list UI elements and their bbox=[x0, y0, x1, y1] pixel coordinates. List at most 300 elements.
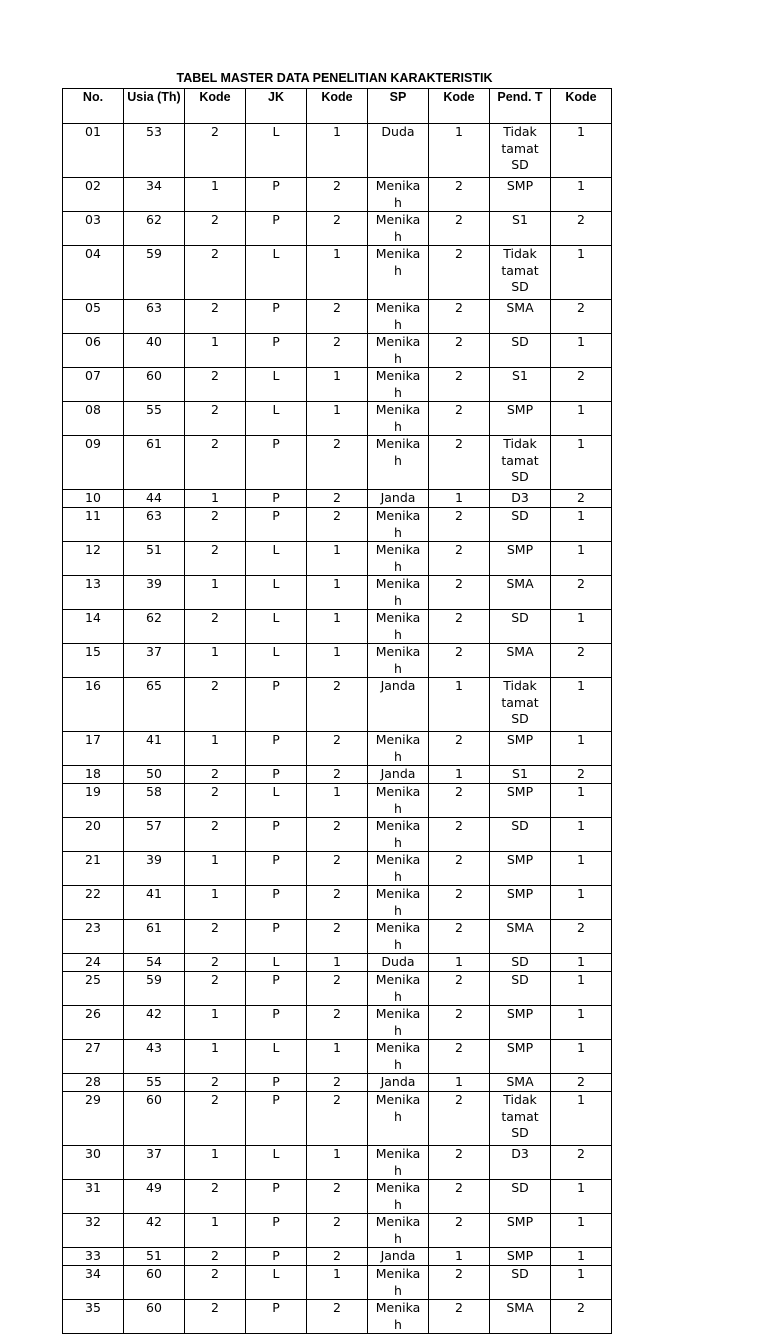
cell-usia: 37 bbox=[124, 644, 185, 678]
status-pernikahan-text: Menikah bbox=[375, 246, 421, 278]
cell-kode-sp: 2 bbox=[429, 1092, 490, 1146]
cell-kode-sp: 2 bbox=[429, 436, 490, 490]
cell-jk: P bbox=[246, 1214, 307, 1248]
cell-kode-usia: 2 bbox=[185, 1248, 246, 1266]
cell-sp bbox=[368, 508, 429, 542]
cell-kode-jk: 2 bbox=[307, 766, 368, 784]
cell-kode-sp: 2 bbox=[429, 1214, 490, 1248]
cell-pendidikan bbox=[490, 1040, 551, 1074]
cell-kode-pendidikan: 1 bbox=[551, 1040, 612, 1074]
cell-kode-usia: 2 bbox=[185, 436, 246, 490]
status-pernikahan-text: Menikah bbox=[375, 436, 421, 468]
cell-sp bbox=[368, 1180, 429, 1214]
cell-no: 15 bbox=[63, 644, 124, 678]
table-row bbox=[63, 436, 612, 490]
table-row bbox=[63, 766, 612, 784]
cell-kode-jk: 1 bbox=[307, 368, 368, 402]
cell-sp bbox=[368, 852, 429, 886]
table-row bbox=[63, 178, 612, 212]
cell-sp bbox=[368, 1092, 429, 1146]
cell-kode-pendidikan: 1 bbox=[551, 610, 612, 644]
cell-no: 19 bbox=[63, 784, 124, 818]
table-row bbox=[63, 1040, 612, 1074]
cell-no: 17 bbox=[63, 732, 124, 766]
cell-jk: P bbox=[246, 818, 307, 852]
table-row bbox=[63, 1006, 612, 1040]
cell-usia: 55 bbox=[124, 1074, 185, 1092]
pendidikan-text: SD bbox=[511, 972, 529, 987]
cell-usia: 61 bbox=[124, 436, 185, 490]
cell-no: 11 bbox=[63, 508, 124, 542]
cell-kode-pendidikan: 1 bbox=[551, 818, 612, 852]
status-pernikahan-text: Menikah bbox=[375, 178, 421, 210]
pendidikan-text: SD bbox=[511, 1180, 529, 1195]
cell-kode-sp: 1 bbox=[429, 678, 490, 732]
cell-pendidikan bbox=[490, 490, 551, 508]
table-row bbox=[63, 972, 612, 1006]
status-pernikahan-text: Menikah bbox=[375, 1040, 421, 1072]
pendidikan-text: SD bbox=[511, 508, 529, 523]
cell-kode-usia: 2 bbox=[185, 766, 246, 784]
cell-sp bbox=[368, 610, 429, 644]
table-row bbox=[63, 300, 612, 334]
cell-usia: 51 bbox=[124, 542, 185, 576]
pendidikan-text: SMP bbox=[506, 1214, 534, 1229]
cell-pendidikan bbox=[490, 732, 551, 766]
cell-jk: L bbox=[246, 644, 307, 678]
pendidikan-text: SD bbox=[511, 610, 529, 625]
cell-usia: 59 bbox=[124, 246, 185, 300]
status-pernikahan-text: Menikah bbox=[375, 886, 421, 918]
cell-jk: L bbox=[246, 368, 307, 402]
status-pernikahan-text: Menikah bbox=[375, 1146, 421, 1178]
cell-sp bbox=[368, 1300, 429, 1334]
header-kode-usia: Kode bbox=[185, 89, 246, 124]
cell-usia: 60 bbox=[124, 1300, 185, 1334]
status-pernikahan-text: Menikah bbox=[375, 610, 421, 642]
cell-sp bbox=[368, 886, 429, 920]
status-pernikahan-text: Menikah bbox=[375, 784, 421, 816]
cell-kode-pendidikan: 1 bbox=[551, 334, 612, 368]
cell-kode-usia: 2 bbox=[185, 1300, 246, 1334]
cell-kode-jk: 2 bbox=[307, 818, 368, 852]
status-pernikahan-text: Menikah bbox=[375, 1300, 421, 1332]
cell-kode-jk: 2 bbox=[307, 212, 368, 246]
pendidikan-text: S1 bbox=[512, 368, 528, 383]
cell-sp bbox=[368, 542, 429, 576]
cell-kode-sp: 2 bbox=[429, 818, 490, 852]
cell-kode-pendidikan: 2 bbox=[551, 490, 612, 508]
karakteristik-table bbox=[62, 88, 612, 1334]
cell-kode-jk: 1 bbox=[307, 1146, 368, 1180]
pendidikan-text: Tidak tamat SD bbox=[501, 678, 539, 726]
cell-kode-sp: 2 bbox=[429, 542, 490, 576]
table-row bbox=[63, 334, 612, 368]
cell-pendidikan bbox=[490, 972, 551, 1006]
cell-kode-usia: 2 bbox=[185, 368, 246, 402]
cell-no: 01 bbox=[63, 124, 124, 178]
cell-kode-sp: 2 bbox=[429, 886, 490, 920]
cell-kode-usia: 1 bbox=[185, 886, 246, 920]
cell-jk: L bbox=[246, 1146, 307, 1180]
cell-usia: 60 bbox=[124, 1266, 185, 1300]
cell-jk: P bbox=[246, 1074, 307, 1092]
cell-sp bbox=[368, 1214, 429, 1248]
cell-pendidikan bbox=[490, 1146, 551, 1180]
header-usia: Usia (Th) bbox=[124, 89, 185, 124]
cell-jk: L bbox=[246, 1266, 307, 1300]
cell-pendidikan bbox=[490, 300, 551, 334]
status-pernikahan-text: Menikah bbox=[375, 920, 421, 952]
cell-usia: 40 bbox=[124, 334, 185, 368]
table-row bbox=[63, 1092, 612, 1146]
status-pernikahan-text: Menikah bbox=[375, 818, 421, 850]
cell-usia: 61 bbox=[124, 920, 185, 954]
cell-kode-pendidikan: 2 bbox=[551, 300, 612, 334]
cell-kode-sp: 2 bbox=[429, 300, 490, 334]
cell-kode-sp: 2 bbox=[429, 972, 490, 1006]
cell-pendidikan bbox=[490, 954, 551, 972]
cell-pendidikan bbox=[490, 818, 551, 852]
cell-usia: 55 bbox=[124, 402, 185, 436]
cell-pendidikan bbox=[490, 766, 551, 784]
cell-kode-usia: 2 bbox=[185, 818, 246, 852]
table-row bbox=[63, 954, 612, 972]
pendidikan-text: SMP bbox=[506, 402, 534, 417]
pendidikan-text: SD bbox=[511, 334, 529, 349]
cell-no: 27 bbox=[63, 1040, 124, 1074]
cell-kode-jk: 2 bbox=[307, 1214, 368, 1248]
cell-kode-usia: 1 bbox=[185, 334, 246, 368]
cell-no: 22 bbox=[63, 886, 124, 920]
cell-no: 26 bbox=[63, 1006, 124, 1040]
table-row bbox=[63, 576, 612, 610]
cell-no: 05 bbox=[63, 300, 124, 334]
pendidikan-text: SMA bbox=[506, 576, 534, 591]
cell-jk: P bbox=[246, 852, 307, 886]
status-pernikahan-text: Menikah bbox=[375, 1092, 421, 1124]
pendidikan-text: SMP bbox=[506, 852, 534, 867]
cell-sp bbox=[368, 490, 429, 508]
pendidikan-text: SD bbox=[511, 818, 529, 833]
cell-usia: 34 bbox=[124, 178, 185, 212]
pendidikan-text: SMA bbox=[506, 644, 534, 659]
status-pernikahan-text: Menikah bbox=[375, 1266, 421, 1298]
cell-kode-pendidikan: 1 bbox=[551, 678, 612, 732]
pendidikan-text: SMP bbox=[506, 1040, 534, 1055]
cell-pendidikan bbox=[490, 784, 551, 818]
cell-kode-sp: 2 bbox=[429, 246, 490, 300]
cell-usia: 51 bbox=[124, 1248, 185, 1266]
cell-kode-jk: 2 bbox=[307, 1248, 368, 1266]
cell-kode-pendidikan: 2 bbox=[551, 1074, 612, 1092]
cell-usia: 42 bbox=[124, 1214, 185, 1248]
table-row bbox=[63, 784, 612, 818]
cell-no: 23 bbox=[63, 920, 124, 954]
cell-kode-sp: 2 bbox=[429, 644, 490, 678]
cell-usia: 60 bbox=[124, 1092, 185, 1146]
cell-kode-sp: 1 bbox=[429, 490, 490, 508]
cell-kode-sp: 2 bbox=[429, 368, 490, 402]
cell-kode-usia: 2 bbox=[185, 784, 246, 818]
status-pernikahan-text: Menikah bbox=[375, 334, 421, 366]
table-row bbox=[63, 678, 612, 732]
cell-sp bbox=[368, 784, 429, 818]
cell-sp bbox=[368, 1006, 429, 1040]
status-pernikahan-text: Menikah bbox=[375, 644, 421, 676]
cell-jk: L bbox=[246, 954, 307, 972]
cell-usia: 43 bbox=[124, 1040, 185, 1074]
cell-pendidikan bbox=[490, 1300, 551, 1334]
table-row bbox=[63, 1266, 612, 1300]
cell-usia: 42 bbox=[124, 1006, 185, 1040]
cell-jk: P bbox=[246, 178, 307, 212]
table-row bbox=[63, 368, 612, 402]
pendidikan-text: S1 bbox=[512, 212, 528, 227]
cell-kode-usia: 2 bbox=[185, 1266, 246, 1300]
cell-pendidikan bbox=[490, 124, 551, 178]
cell-kode-jk: 2 bbox=[307, 1074, 368, 1092]
cell-kode-pendidikan: 2 bbox=[551, 920, 612, 954]
cell-no: 32 bbox=[63, 1214, 124, 1248]
cell-kode-sp: 2 bbox=[429, 732, 490, 766]
cell-kode-sp: 2 bbox=[429, 576, 490, 610]
cell-kode-jk: 2 bbox=[307, 1180, 368, 1214]
status-pernikahan-text: Menikah bbox=[375, 368, 421, 400]
cell-kode-jk: 2 bbox=[307, 178, 368, 212]
cell-no: 33 bbox=[63, 1248, 124, 1266]
cell-pendidikan bbox=[490, 246, 551, 300]
cell-pendidikan bbox=[490, 576, 551, 610]
cell-kode-usia: 1 bbox=[185, 1146, 246, 1180]
status-pernikahan-text: Menikah bbox=[375, 508, 421, 540]
cell-sp bbox=[368, 1266, 429, 1300]
status-pernikahan-text: Menikah bbox=[375, 1214, 421, 1246]
cell-kode-pendidikan: 1 bbox=[551, 954, 612, 972]
cell-pendidikan bbox=[490, 1092, 551, 1146]
cell-kode-jk: 1 bbox=[307, 542, 368, 576]
cell-jk: P bbox=[246, 886, 307, 920]
cell-jk: P bbox=[246, 436, 307, 490]
cell-kode-sp: 2 bbox=[429, 1300, 490, 1334]
cell-sp bbox=[368, 1248, 429, 1266]
cell-kode-pendidikan: 1 bbox=[551, 1006, 612, 1040]
cell-kode-jk: 2 bbox=[307, 678, 368, 732]
cell-no: 35 bbox=[63, 1300, 124, 1334]
table-row bbox=[63, 542, 612, 576]
cell-kode-usia: 2 bbox=[185, 246, 246, 300]
cell-no: 12 bbox=[63, 542, 124, 576]
pendidikan-text: SD bbox=[511, 1266, 529, 1281]
cell-kode-jk: 1 bbox=[307, 246, 368, 300]
cell-kode-usia: 2 bbox=[185, 402, 246, 436]
cell-kode-usia: 2 bbox=[185, 972, 246, 1006]
cell-kode-jk: 1 bbox=[307, 576, 368, 610]
cell-jk: P bbox=[246, 732, 307, 766]
cell-kode-sp: 2 bbox=[429, 1180, 490, 1214]
cell-kode-pendidikan: 1 bbox=[551, 1248, 612, 1266]
cell-kode-usia: 2 bbox=[185, 300, 246, 334]
status-pernikahan-text: Janda bbox=[380, 1074, 416, 1089]
cell-usia: 60 bbox=[124, 368, 185, 402]
cell-pendidikan bbox=[490, 436, 551, 490]
cell-kode-usia: 1 bbox=[185, 490, 246, 508]
cell-no: 03 bbox=[63, 212, 124, 246]
cell-kode-sp: 2 bbox=[429, 1146, 490, 1180]
cell-sp bbox=[368, 954, 429, 972]
cell-kode-pendidikan: 1 bbox=[551, 1092, 612, 1146]
pendidikan-text: Tidak tamat SD bbox=[501, 246, 539, 294]
cell-usia: 62 bbox=[124, 610, 185, 644]
header-kode-sp: Kode bbox=[429, 89, 490, 124]
cell-no: 06 bbox=[63, 334, 124, 368]
cell-kode-pendidikan: 2 bbox=[551, 212, 612, 246]
cell-kode-usia: 1 bbox=[185, 576, 246, 610]
cell-no: 20 bbox=[63, 818, 124, 852]
status-pernikahan-text: Menikah bbox=[375, 732, 421, 764]
cell-kode-pendidikan: 1 bbox=[551, 124, 612, 178]
header-no: No. bbox=[63, 89, 124, 124]
cell-usia: 65 bbox=[124, 678, 185, 732]
cell-pendidikan bbox=[490, 1006, 551, 1040]
cell-sp bbox=[368, 334, 429, 368]
table-row bbox=[63, 1180, 612, 1214]
cell-sp bbox=[368, 300, 429, 334]
table-row bbox=[63, 1074, 612, 1092]
cell-no: 10 bbox=[63, 490, 124, 508]
table-row bbox=[63, 1300, 612, 1334]
table-row bbox=[63, 490, 612, 508]
cell-kode-sp: 2 bbox=[429, 610, 490, 644]
cell-pendidikan bbox=[490, 368, 551, 402]
cell-kode-sp: 2 bbox=[429, 212, 490, 246]
cell-kode-jk: 1 bbox=[307, 1040, 368, 1074]
cell-kode-pendidikan: 1 bbox=[551, 1180, 612, 1214]
cell-no: 18 bbox=[63, 766, 124, 784]
table-row bbox=[63, 1146, 612, 1180]
status-pernikahan-text: Janda bbox=[380, 678, 416, 693]
cell-kode-jk: 2 bbox=[307, 1300, 368, 1334]
cell-kode-usia: 1 bbox=[185, 1006, 246, 1040]
cell-kode-pendidikan: 1 bbox=[551, 732, 612, 766]
cell-pendidikan bbox=[490, 508, 551, 542]
header-sp: SP bbox=[368, 89, 429, 124]
cell-jk: P bbox=[246, 334, 307, 368]
cell-kode-pendidikan: 2 bbox=[551, 576, 612, 610]
cell-no: 34 bbox=[63, 1266, 124, 1300]
cell-usia: 58 bbox=[124, 784, 185, 818]
pendidikan-text: SMP bbox=[506, 784, 534, 799]
cell-usia: 57 bbox=[124, 818, 185, 852]
cell-pendidikan bbox=[490, 334, 551, 368]
status-pernikahan-text: Duda bbox=[381, 954, 415, 969]
header-pendidikan: Pend. T bbox=[490, 89, 551, 124]
cell-jk: P bbox=[246, 1006, 307, 1040]
table-row bbox=[63, 886, 612, 920]
cell-kode-usia: 1 bbox=[185, 644, 246, 678]
cell-kode-pendidikan: 1 bbox=[551, 246, 612, 300]
cell-no: 25 bbox=[63, 972, 124, 1006]
cell-kode-pendidikan: 1 bbox=[551, 784, 612, 818]
cell-kode-jk: 1 bbox=[307, 784, 368, 818]
pendidikan-text: SMA bbox=[506, 920, 534, 935]
cell-no: 16 bbox=[63, 678, 124, 732]
cell-kode-pendidikan: 1 bbox=[551, 886, 612, 920]
cell-kode-usia: 1 bbox=[185, 178, 246, 212]
pendidikan-text: SMA bbox=[506, 300, 534, 315]
cell-jk: L bbox=[246, 246, 307, 300]
pendidikan-text: Tidak tamat SD bbox=[501, 124, 539, 172]
cell-kode-pendidikan: 2 bbox=[551, 766, 612, 784]
pendidikan-text: S1 bbox=[512, 766, 528, 781]
cell-kode-usia: 1 bbox=[185, 1040, 246, 1074]
cell-kode-usia: 2 bbox=[185, 212, 246, 246]
table-row bbox=[63, 508, 612, 542]
cell-kode-jk: 2 bbox=[307, 436, 368, 490]
cell-usia: 62 bbox=[124, 212, 185, 246]
cell-sp bbox=[368, 766, 429, 784]
cell-sp bbox=[368, 732, 429, 766]
cell-kode-jk: 2 bbox=[307, 490, 368, 508]
status-pernikahan-text: Menikah bbox=[375, 1006, 421, 1038]
cell-jk: L bbox=[246, 610, 307, 644]
cell-kode-jk: 2 bbox=[307, 334, 368, 368]
cell-pendidikan bbox=[490, 852, 551, 886]
cell-kode-sp: 1 bbox=[429, 124, 490, 178]
cell-jk: L bbox=[246, 1040, 307, 1074]
cell-kode-usia: 2 bbox=[185, 954, 246, 972]
cell-usia: 39 bbox=[124, 852, 185, 886]
cell-kode-sp: 2 bbox=[429, 178, 490, 212]
cell-no: 13 bbox=[63, 576, 124, 610]
cell-kode-usia: 1 bbox=[185, 852, 246, 886]
pendidikan-text: Tidak tamat SD bbox=[501, 1092, 539, 1140]
cell-usia: 41 bbox=[124, 732, 185, 766]
cell-usia: 37 bbox=[124, 1146, 185, 1180]
table-row bbox=[63, 124, 612, 178]
cell-usia: 49 bbox=[124, 1180, 185, 1214]
cell-jk: P bbox=[246, 212, 307, 246]
cell-sp bbox=[368, 678, 429, 732]
status-pernikahan-text: Janda bbox=[380, 1248, 416, 1263]
table-row bbox=[63, 1214, 612, 1248]
cell-kode-jk: 2 bbox=[307, 920, 368, 954]
pendidikan-text: SMP bbox=[506, 178, 534, 193]
table-row bbox=[63, 920, 612, 954]
cell-kode-pendidikan: 1 bbox=[551, 402, 612, 436]
cell-pendidikan bbox=[490, 178, 551, 212]
status-pernikahan-text: Janda bbox=[380, 766, 416, 781]
table-row bbox=[63, 212, 612, 246]
cell-sp bbox=[368, 368, 429, 402]
cell-jk: P bbox=[246, 1092, 307, 1146]
cell-kode-sp: 2 bbox=[429, 334, 490, 368]
cell-kode-sp: 1 bbox=[429, 954, 490, 972]
status-pernikahan-text: Menikah bbox=[375, 576, 421, 608]
cell-sp bbox=[368, 124, 429, 178]
cell-kode-usia: 2 bbox=[185, 508, 246, 542]
cell-usia: 63 bbox=[124, 508, 185, 542]
header-kode-pendidikan: Kode bbox=[551, 89, 612, 124]
cell-pendidikan bbox=[490, 1074, 551, 1092]
status-pernikahan-text: Duda bbox=[381, 124, 415, 139]
cell-no: 30 bbox=[63, 1146, 124, 1180]
pendidikan-text: Tidak tamat SD bbox=[501, 436, 539, 484]
cell-jk: P bbox=[246, 490, 307, 508]
status-pernikahan-text: Menikah bbox=[375, 402, 421, 434]
cell-sp bbox=[368, 246, 429, 300]
cell-kode-pendidikan: 2 bbox=[551, 1146, 612, 1180]
